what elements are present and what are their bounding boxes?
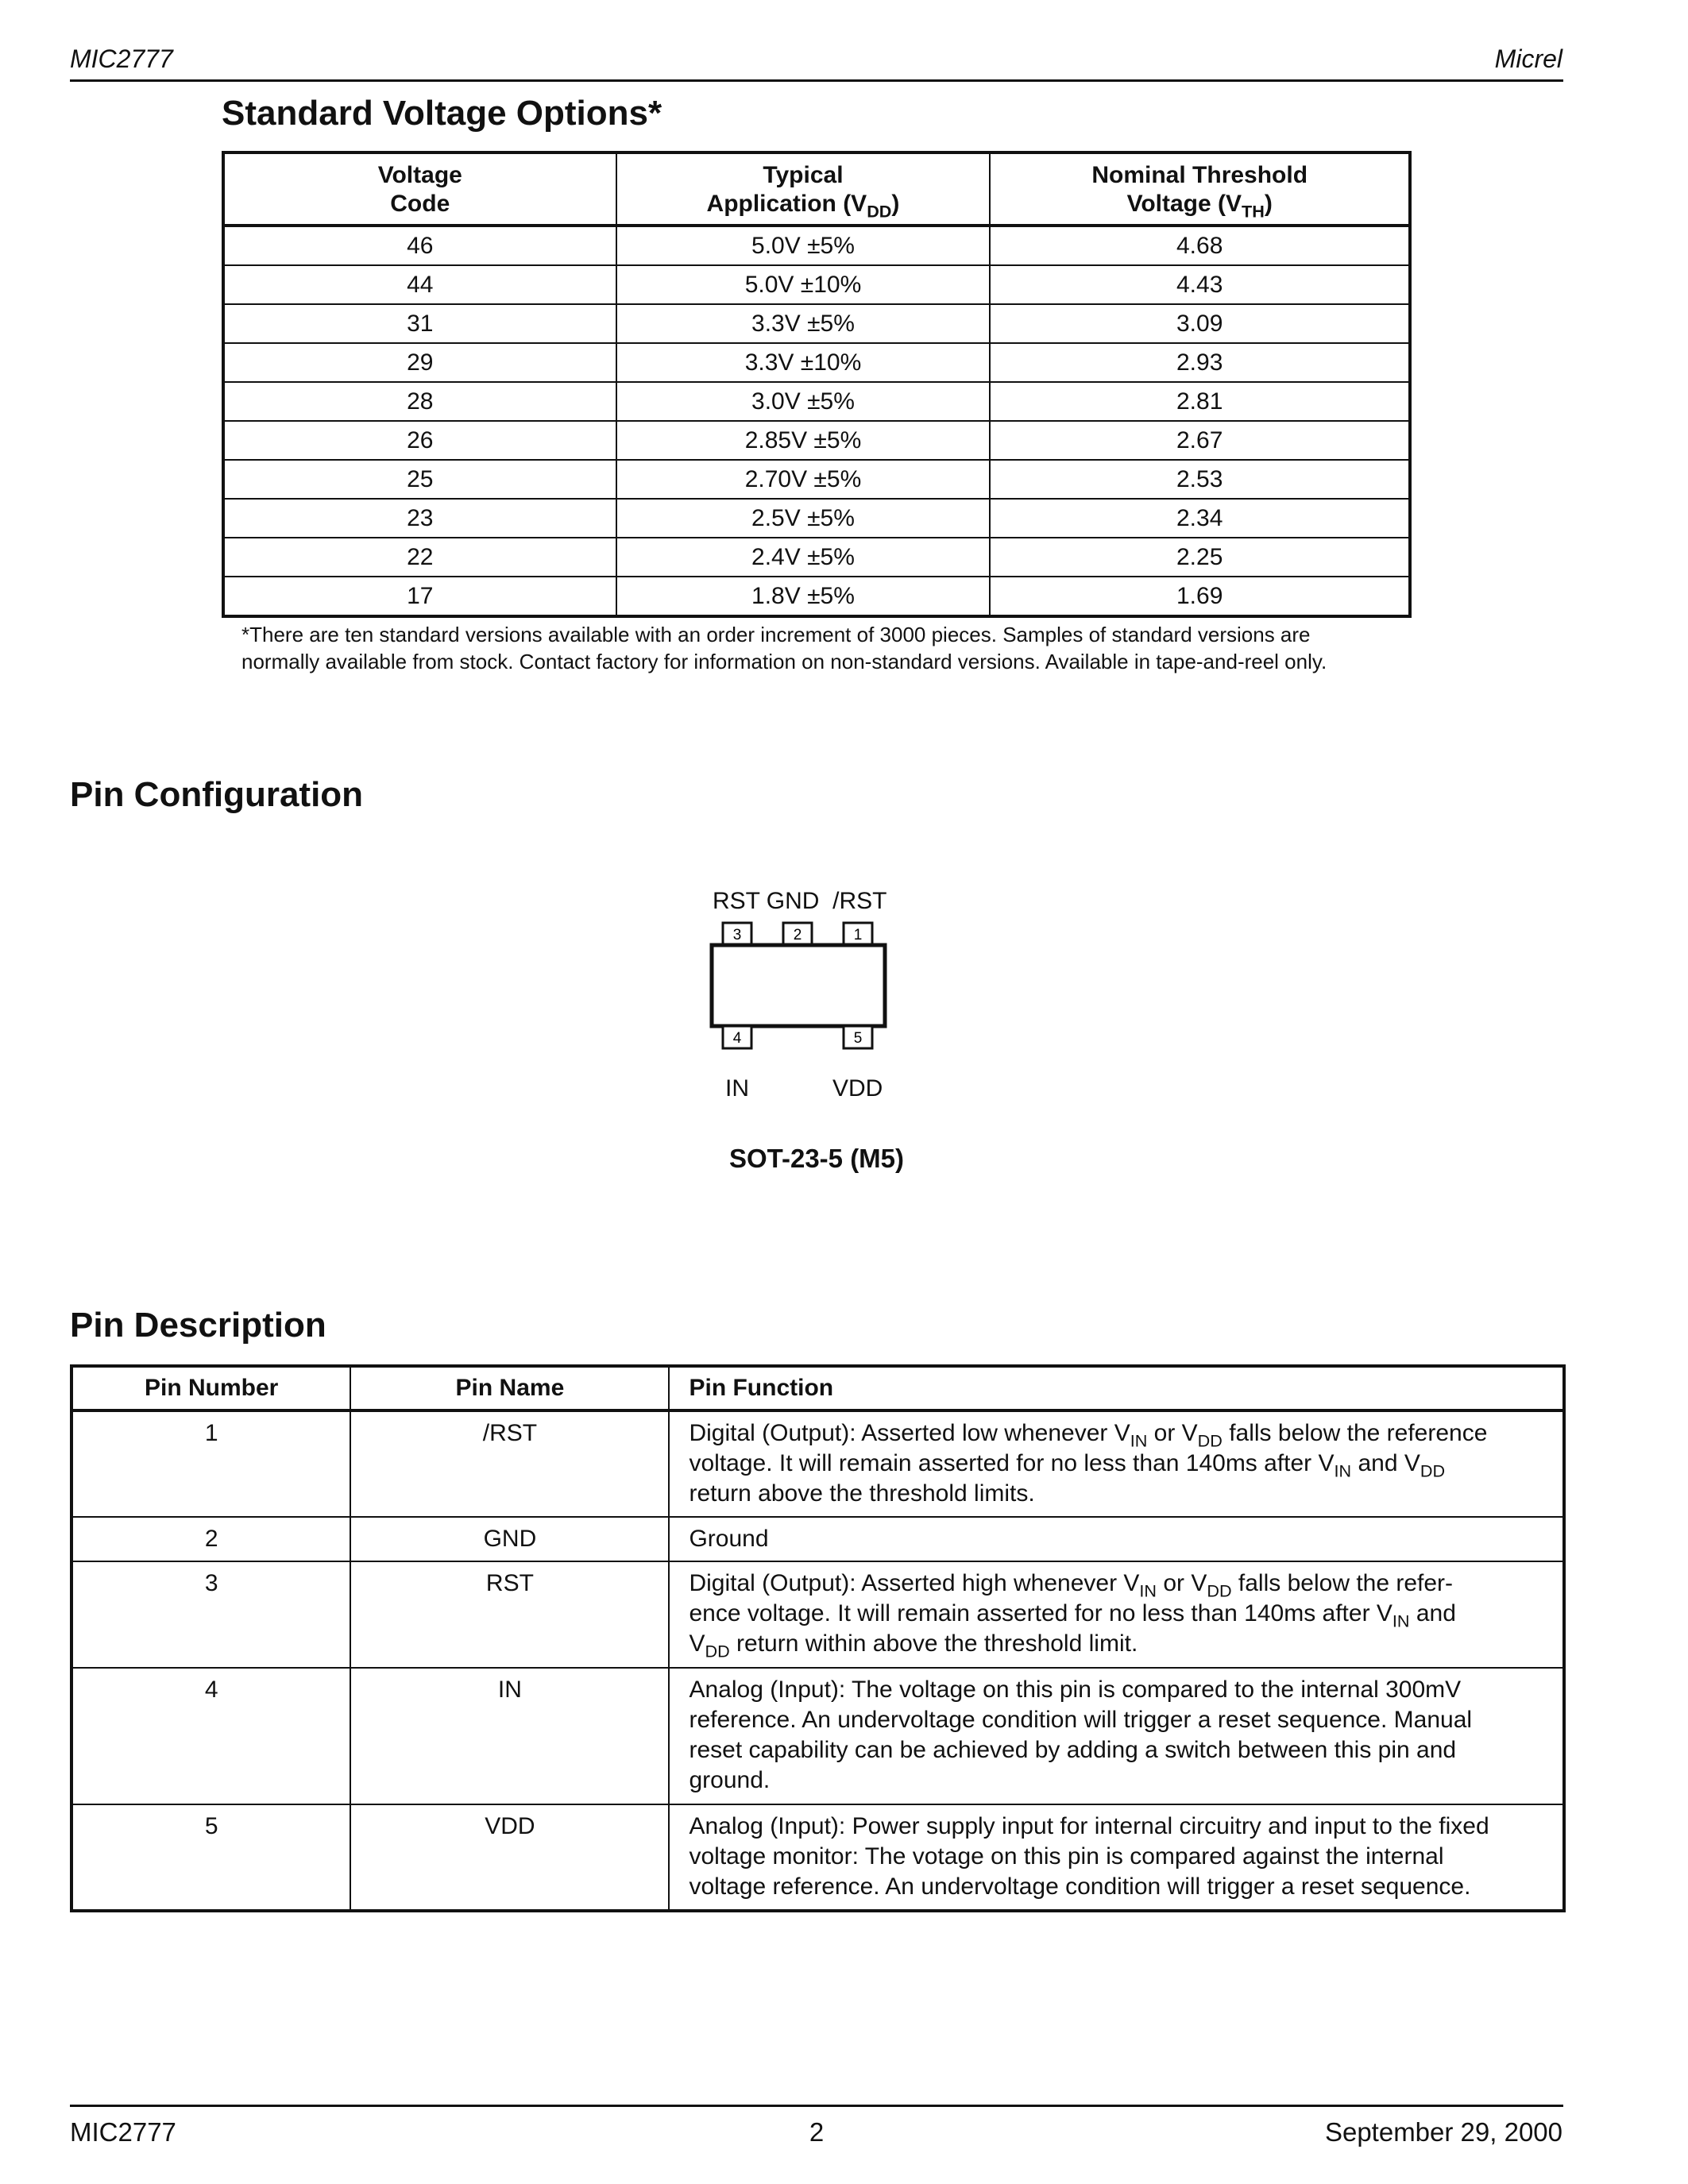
voltage-options-title: Standard Voltage Options* xyxy=(222,94,662,133)
pin-function-cell: Digital (Output): Asserted high whenever $V_{IN}$ or $V_{DD}$ falls below the refer- ence voltage. It will remain asserted for no less than 140ms after $V_{IN}$ and $V_{DD}$ return within above the threshold limit. xyxy=(669,1561,1564,1668)
header-pin-function: Pin Function xyxy=(669,1366,1564,1410)
header-company: Micrel xyxy=(1494,44,1562,73)
pin-4-lead xyxy=(723,1026,751,1048)
table-row xyxy=(71,1561,1564,1668)
page-number: 2 xyxy=(809,2117,825,2147)
pin-number-cell: 4 xyxy=(71,1668,350,1804)
table-row: 22 2.4V ±5% 2.25 xyxy=(223,538,1410,577)
pin-number-cell: 1 xyxy=(71,1410,350,1517)
table-row: 23 2.5V ±5% 2.34 xyxy=(223,499,1410,538)
pin-number-3: 3 xyxy=(732,927,742,943)
pin-name-cell: VDD xyxy=(350,1804,669,1911)
pin-number-cell: 3 xyxy=(71,1561,350,1668)
bottom-label-vdd: VDD xyxy=(832,1075,883,1102)
header-pin-number: Pin Number xyxy=(71,1366,350,1410)
header-part-number: MIC2777 xyxy=(70,44,173,73)
table-row: 29 3.3V ±10% 2.93 xyxy=(223,343,1410,382)
table-row xyxy=(71,1410,1564,1517)
package-body xyxy=(712,945,885,1026)
bottom-label-in: IN xyxy=(725,1075,749,1102)
voltage-table-header-row xyxy=(223,152,1410,226)
pin-name-cell: IN xyxy=(350,1668,669,1804)
pin-number-cell: 2 xyxy=(71,1517,350,1561)
pin-function-cell: Digital (Output): Asserted low whenever $V_{IN}$ or $V_{DD}$ falls below the reference voltage. It will remain asserted for no less than 140ms after $V_{IN}$ and $V_{DD}$ return above the threshold limits. xyxy=(669,1410,1564,1517)
pin-name-cell: /RST xyxy=(350,1410,669,1517)
footer-date: September 29, 2000 xyxy=(1324,2117,1562,2147)
pin-number-4: 4 xyxy=(732,1030,742,1047)
footer-rule xyxy=(70,2105,1563,2107)
pin-function-cell: Analog (Input): Power supply input for internal circuitry and input to the fixed voltage monitor: The votage on this pin is compared against the internal voltage reference. An undervoltage condition will trigger a reset sequence. xyxy=(669,1804,1564,1911)
table-row: 44 5.0V ±10% 4.43 xyxy=(223,265,1410,304)
table-row xyxy=(71,1804,1564,1911)
voltage-options-table xyxy=(222,151,1412,618)
pin-number-5: 5 xyxy=(853,1030,863,1047)
pin-table-header-row xyxy=(71,1366,1564,1410)
pin-5-lead xyxy=(844,1026,872,1048)
pin-name-cell: RST xyxy=(350,1561,669,1668)
top-pin-labels: RST GND /RST xyxy=(713,888,887,914)
voltage-options-footnote: *There are ten standard versions available with an order increment of 3000 pieces. Samples of standard versions are normally available from stock. Contact factory for information on non-standard versions. Available in tape-and-reel only. xyxy=(241,623,1327,673)
header-nominal-threshold: Nominal Threshold Voltage $(V_{TH})$ xyxy=(990,152,1410,226)
table-row: 28 3.0V ±5% 2.81 xyxy=(223,382,1410,421)
header-pin-name: Pin Name xyxy=(350,1366,669,1410)
table-row: 26 2.85V ±5% 2.67 xyxy=(223,421,1410,460)
pin-1-lead xyxy=(844,923,872,945)
pin-description-table xyxy=(70,1364,1566,1912)
pin-number-1: 1 xyxy=(853,927,863,943)
pin-function-cell: Ground xyxy=(669,1517,1564,1561)
footer-part-number: MIC2777 xyxy=(70,2117,176,2147)
header-typical-application: Typical Application $(V_{DD})$ xyxy=(616,152,991,226)
header-voltage-code: Voltage Code xyxy=(223,152,616,226)
pin-name-cell: GND xyxy=(350,1517,669,1561)
pin-3-lead xyxy=(723,923,751,945)
table-row xyxy=(71,1668,1564,1804)
table-row: 17 1.8V ±5% 1.69 xyxy=(223,577,1410,616)
pin-description-title: Pin Description xyxy=(70,1306,326,1345)
table-row: 31 3.3V ±5% 3.09 xyxy=(223,304,1410,343)
package-name: SOT-23-5 (M5) xyxy=(728,1144,905,1173)
sot23-5-package-diagram xyxy=(691,913,898,1072)
table-row xyxy=(71,1517,1564,1561)
pin-number-cell: 5 xyxy=(71,1804,350,1911)
header-rule xyxy=(70,79,1563,82)
pin-function-cell: Analog (Input): The voltage on this pin is compared to the internal 300mV reference. An undervoltage condition will trigger a reset sequence. Manual reset capability can be achieved by adding a switch between this pin and ground. xyxy=(669,1668,1564,1804)
pin-number-2: 2 xyxy=(793,927,802,943)
table-row: 25 2.70V ±5% 2.53 xyxy=(223,460,1410,499)
table-row: 46 5.0V ±5% 4.68 xyxy=(223,226,1410,265)
pin-2-lead xyxy=(783,923,812,945)
pin-configuration-title: Pin Configuration xyxy=(70,775,364,814)
